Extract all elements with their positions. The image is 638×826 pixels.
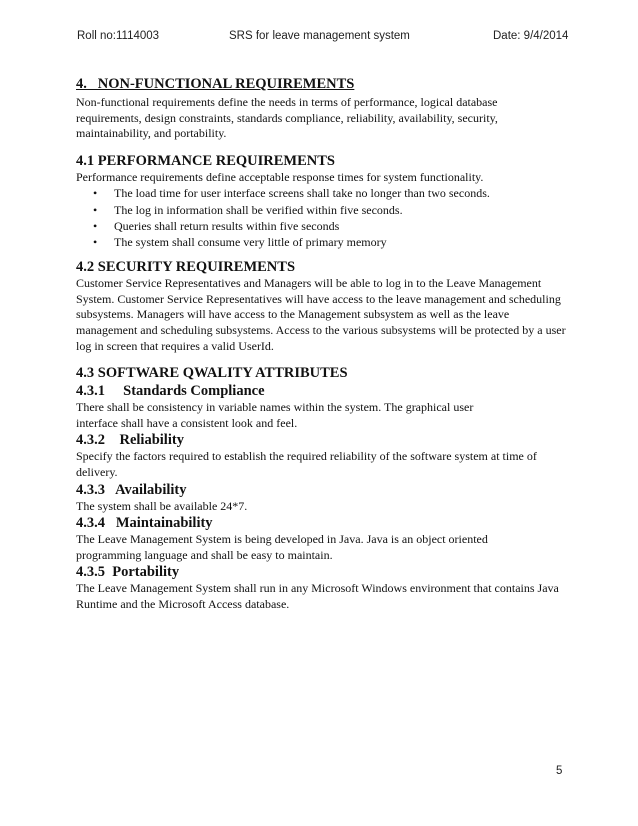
section-4-3-1-heading: 4.3.1 Standards Compliance bbox=[76, 383, 265, 400]
section-4-2-body: Customer Service Representatives and Managers will be able to log in to the Leave Management System. Customer Service Representatives will have access to the leave management and scheduling subsystems. Managers will have access to the Management subsystem as well as the leave management and scheduling subsystems. Access to the various subsystems will be protected by a user log in screen that requires a valid UserId. bbox=[76, 276, 566, 353]
section-4-3-1-body: There shall be consistency in variable names within the system. The graphical user interface shall have a consistent look and feel. bbox=[76, 400, 474, 430]
list-item-text: Queries shall return results within five seconds bbox=[114, 218, 340, 233]
section-4-3-3-heading: 4.3.3 Availability bbox=[76, 481, 187, 498]
section-4-3-3-body: The system shall be available 24*7. bbox=[76, 498, 248, 513]
header-roll-number: Roll no:1114003 bbox=[77, 30, 160, 42]
section-4-3-4-heading: 4.3.4 Maintainability bbox=[76, 515, 213, 532]
list-item bbox=[76, 234, 566, 250]
page-number: 5 bbox=[556, 765, 563, 777]
bullet-icon: • bbox=[93, 218, 98, 233]
section-4-3-5-body: The Leave Management System shall run in any Microsoft Windows environment that contains Java Runtime and the Microsoft Access database. bbox=[76, 581, 559, 611]
section-4-2-heading: 4.2 SECURITY REQUIREMENTS bbox=[76, 259, 296, 276]
bullet-icon: • bbox=[93, 186, 98, 201]
list-item-text: The log in information shall be verified within five seconds. bbox=[114, 202, 403, 217]
page-content bbox=[76, 75, 566, 613]
section-4-3-5-heading: 4.3.5 Portability bbox=[76, 564, 180, 581]
section-4-1-body: Performance requirements define acceptable response times for system functionality. bbox=[76, 169, 484, 184]
performance-bullet-list bbox=[76, 185, 566, 250]
list-item bbox=[76, 185, 566, 201]
list-item bbox=[76, 202, 566, 218]
header-date: Date: 9/4/2014 bbox=[493, 30, 569, 42]
list-item-text: The load time for user interface screens shall take no longer than two seconds. bbox=[114, 186, 490, 201]
section-4-3-heading: 4.3 SOFTWARE QWALITY ATTRIBUTES bbox=[76, 365, 348, 382]
bullet-icon: • bbox=[93, 234, 98, 249]
list-item bbox=[76, 218, 566, 234]
list-item-text: The system shall consume very little of primary memory bbox=[114, 234, 387, 249]
section-4-1-heading: 4.1 PERFORMANCE REQUIREMENTS bbox=[76, 152, 335, 169]
section-4-body: Non-functional requirements define the needs in terms of performance, logical database requirements, design constraints, standards compliance, reliability, availability, security, maintainability, and portability. bbox=[76, 95, 498, 141]
section-4-heading: 4. NON-FUNCTIONAL REQUIREMENTS bbox=[76, 76, 355, 92]
section-4-3-4-body: The Leave Management System is being developed in Java. Java is an object oriented programming language and shall be easy to maintain. bbox=[76, 532, 488, 562]
section-4-3-2-body: Specify the factors required to establish the required reliability of the software system at time of delivery. bbox=[76, 449, 537, 479]
section-4-3-2-heading: 4.3.2 Reliability bbox=[76, 432, 184, 449]
bullet-icon: • bbox=[93, 202, 98, 217]
header-document-title: SRS for leave management system bbox=[229, 30, 410, 42]
